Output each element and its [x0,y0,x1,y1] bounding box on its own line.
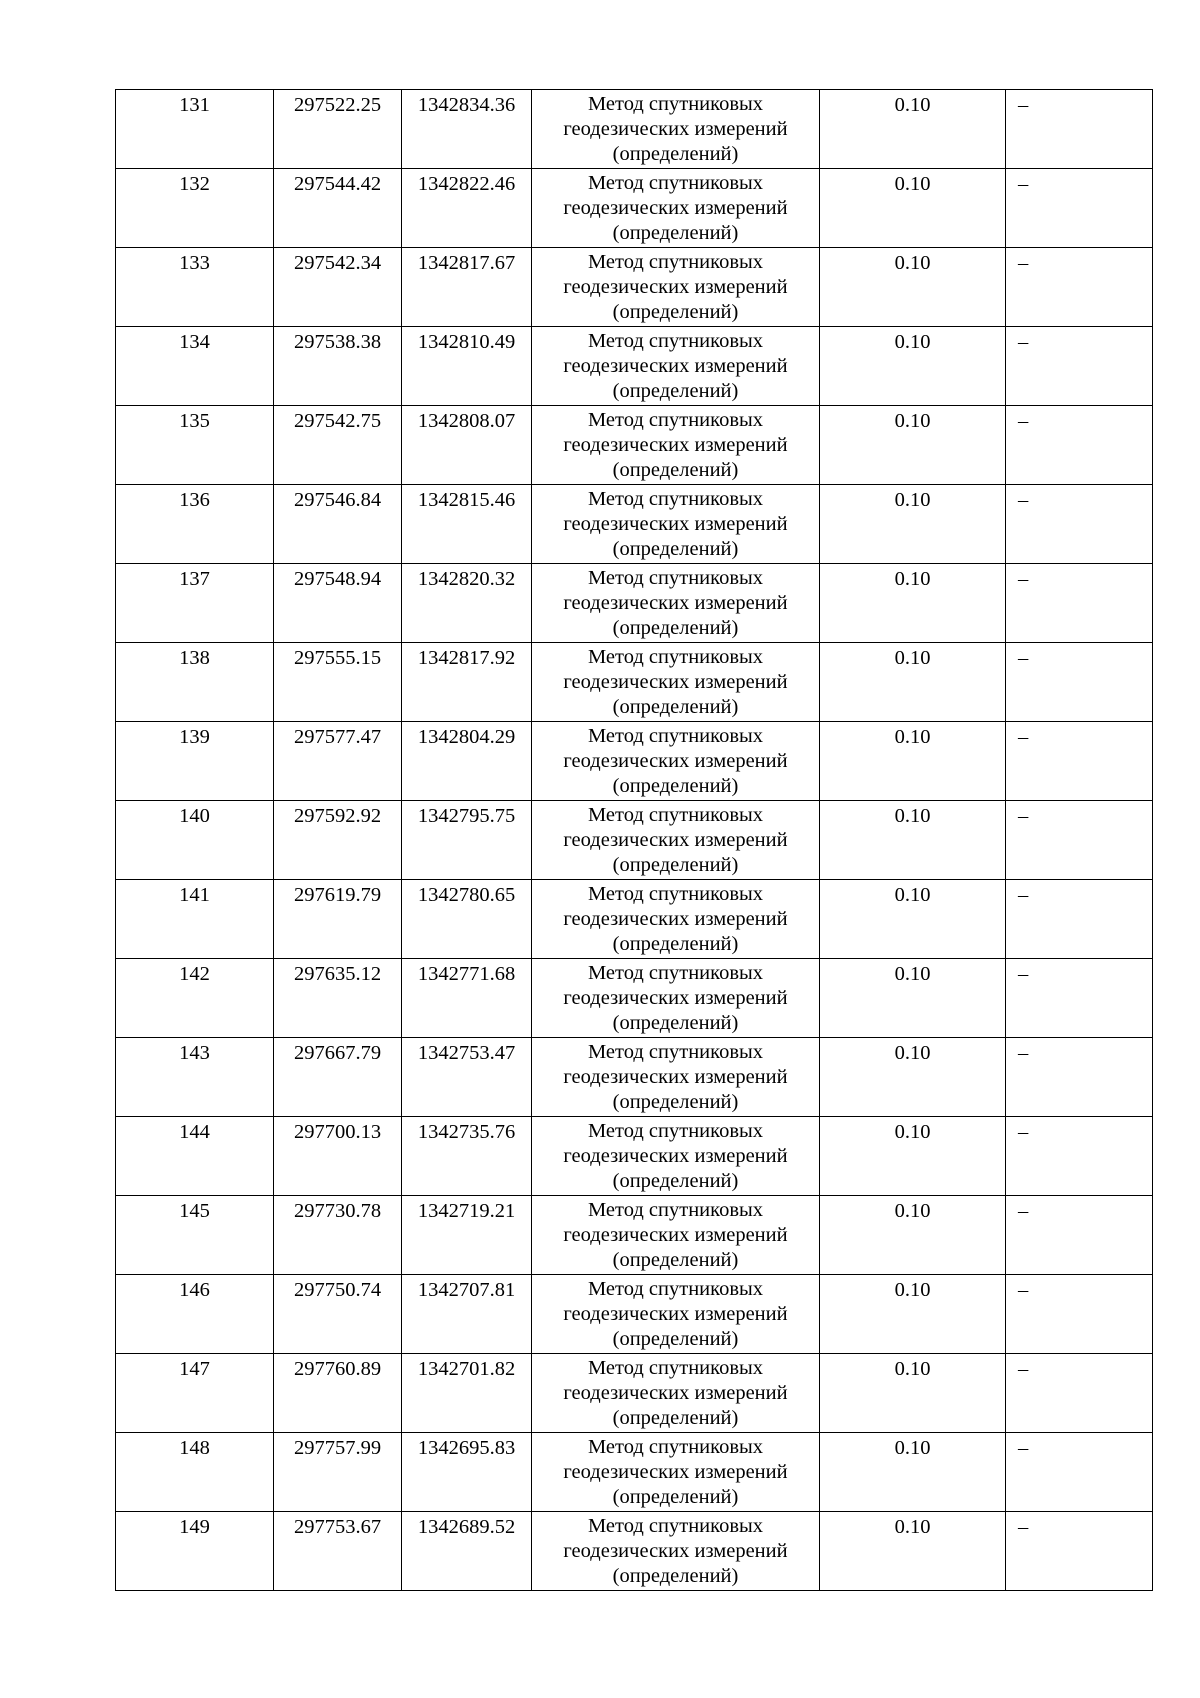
point-number-cell: 135 [116,406,274,485]
accuracy-cell: 0.10 [820,1433,1006,1512]
table-row [116,722,1153,801]
note-cell: – [1006,485,1153,564]
method-cell: Метод спутниковых геодезических измерений (определений) [532,1196,820,1275]
method-cell: Метод спутниковых геодезических измерений (определений) [532,959,820,1038]
x-coordinate-cell: 297635.12 [274,959,402,1038]
method-cell: Метод спутниковых геодезических измерений (определений) [532,1433,820,1512]
point-number-cell: 132 [116,169,274,248]
point-number-cell: 142 [116,959,274,1038]
table-row [116,1354,1153,1433]
y-coordinate-cell: 1342804.29 [402,722,532,801]
table-row [116,90,1153,169]
point-number-cell: 144 [116,1117,274,1196]
y-coordinate-cell: 1342771.68 [402,959,532,1038]
method-cell: Метод спутниковых геодезических измерений (определений) [532,406,820,485]
method-cell: Метод спутниковых геодезических измерений (определений) [532,169,820,248]
method-cell: Метод спутниковых геодезических измерений (определений) [532,1117,820,1196]
method-cell: Метод спутниковых геодезических измерений (определений) [532,90,820,169]
x-coordinate-cell: 297592.92 [274,801,402,880]
x-coordinate-cell: 297544.42 [274,169,402,248]
accuracy-cell: 0.10 [820,327,1006,406]
note-cell: – [1006,169,1153,248]
table-row [116,959,1153,1038]
point-number-cell: 138 [116,643,274,722]
note-cell: – [1006,722,1153,801]
x-coordinate-cell: 297538.38 [274,327,402,406]
accuracy-cell: 0.10 [820,959,1006,1038]
x-coordinate-cell: 297542.75 [274,406,402,485]
accuracy-cell: 0.10 [820,643,1006,722]
table-row [116,485,1153,564]
point-number-cell: 147 [116,1354,274,1433]
note-cell: – [1006,1354,1153,1433]
note-cell: – [1006,1512,1153,1591]
note-cell: – [1006,643,1153,722]
y-coordinate-cell: 1342780.65 [402,880,532,959]
table-row [116,1512,1153,1591]
y-coordinate-cell: 1342701.82 [402,1354,532,1433]
accuracy-cell: 0.10 [820,248,1006,327]
method-cell: Метод спутниковых геодезических измерений (определений) [532,564,820,643]
method-cell: Метод спутниковых геодезических измерений (определений) [532,880,820,959]
accuracy-cell: 0.10 [820,564,1006,643]
y-coordinate-cell: 1342808.07 [402,406,532,485]
note-cell: – [1006,564,1153,643]
table-row [116,1196,1153,1275]
method-cell: Метод спутниковых геодезических измерений (определений) [532,1038,820,1117]
point-number-cell: 145 [116,1196,274,1275]
table-row [116,801,1153,880]
point-number-cell: 143 [116,1038,274,1117]
table-row [116,643,1153,722]
note-cell: – [1006,801,1153,880]
y-coordinate-cell: 1342820.32 [402,564,532,643]
table-row [116,169,1153,248]
y-coordinate-cell: 1342817.92 [402,643,532,722]
point-number-cell: 133 [116,248,274,327]
point-number-cell: 146 [116,1275,274,1354]
x-coordinate-cell: 297548.94 [274,564,402,643]
x-coordinate-cell: 297753.67 [274,1512,402,1591]
note-cell: – [1006,959,1153,1038]
table-row [116,880,1153,959]
y-coordinate-cell: 1342834.36 [402,90,532,169]
table-row [116,406,1153,485]
table-row [116,327,1153,406]
y-coordinate-cell: 1342707.81 [402,1275,532,1354]
accuracy-cell: 0.10 [820,1196,1006,1275]
point-number-cell: 137 [116,564,274,643]
y-coordinate-cell: 1342695.83 [402,1433,532,1512]
accuracy-cell: 0.10 [820,1275,1006,1354]
note-cell: – [1006,327,1153,406]
note-cell: – [1006,406,1153,485]
accuracy-cell: 0.10 [820,406,1006,485]
x-coordinate-cell: 297730.78 [274,1196,402,1275]
y-coordinate-cell: 1342719.21 [402,1196,532,1275]
point-number-cell: 134 [116,327,274,406]
point-number-cell: 136 [116,485,274,564]
method-cell: Метод спутниковых геодезических измерений (определений) [532,248,820,327]
y-coordinate-cell: 1342795.75 [402,801,532,880]
accuracy-cell: 0.10 [820,801,1006,880]
point-number-cell: 141 [116,880,274,959]
note-cell: – [1006,1117,1153,1196]
accuracy-cell: 0.10 [820,1512,1006,1591]
point-number-cell: 140 [116,801,274,880]
note-cell: – [1006,1275,1153,1354]
x-coordinate-cell: 297555.15 [274,643,402,722]
x-coordinate-cell: 297577.47 [274,722,402,801]
note-cell: – [1006,90,1153,169]
x-coordinate-cell: 297757.99 [274,1433,402,1512]
method-cell: Метод спутниковых геодезических измерений (определений) [532,1354,820,1433]
x-coordinate-cell: 297667.79 [274,1038,402,1117]
point-number-cell: 149 [116,1512,274,1591]
accuracy-cell: 0.10 [820,880,1006,959]
accuracy-cell: 0.10 [820,1117,1006,1196]
table-row [116,1117,1153,1196]
x-coordinate-cell: 297700.13 [274,1117,402,1196]
method-cell: Метод спутниковых геодезических измерений (определений) [532,1512,820,1591]
y-coordinate-cell: 1342815.46 [402,485,532,564]
y-coordinate-cell: 1342735.76 [402,1117,532,1196]
y-coordinate-cell: 1342822.46 [402,169,532,248]
accuracy-cell: 0.10 [820,1354,1006,1433]
y-coordinate-cell: 1342689.52 [402,1512,532,1591]
x-coordinate-cell: 297546.84 [274,485,402,564]
y-coordinate-cell: 1342753.47 [402,1038,532,1117]
coordinates-table [115,89,1153,1591]
table-row [116,248,1153,327]
note-cell: – [1006,880,1153,959]
method-cell: Метод спутниковых геодезических измерений (определений) [532,1275,820,1354]
method-cell: Метод спутниковых геодезических измерений (определений) [532,643,820,722]
note-cell: – [1006,1196,1153,1275]
accuracy-cell: 0.10 [820,722,1006,801]
note-cell: – [1006,1038,1153,1117]
x-coordinate-cell: 297619.79 [274,880,402,959]
method-cell: Метод спутниковых геодезических измерений (определений) [532,722,820,801]
method-cell: Метод спутниковых геодезических измерений (определений) [532,485,820,564]
x-coordinate-cell: 297522.25 [274,90,402,169]
accuracy-cell: 0.10 [820,90,1006,169]
accuracy-cell: 0.10 [820,485,1006,564]
y-coordinate-cell: 1342810.49 [402,327,532,406]
note-cell: – [1006,248,1153,327]
accuracy-cell: 0.10 [820,169,1006,248]
point-number-cell: 131 [116,90,274,169]
method-cell: Метод спутниковых геодезических измерений (определений) [532,801,820,880]
table-body [116,90,1153,1591]
note-cell: – [1006,1433,1153,1512]
method-cell: Метод спутниковых геодезических измерений (определений) [532,327,820,406]
y-coordinate-cell: 1342817.67 [402,248,532,327]
table-row [116,1433,1153,1512]
x-coordinate-cell: 297760.89 [274,1354,402,1433]
point-number-cell: 148 [116,1433,274,1512]
x-coordinate-cell: 297750.74 [274,1275,402,1354]
table-row [116,1275,1153,1354]
accuracy-cell: 0.10 [820,1038,1006,1117]
x-coordinate-cell: 297542.34 [274,248,402,327]
table-row [116,1038,1153,1117]
table-row [116,564,1153,643]
point-number-cell: 139 [116,722,274,801]
